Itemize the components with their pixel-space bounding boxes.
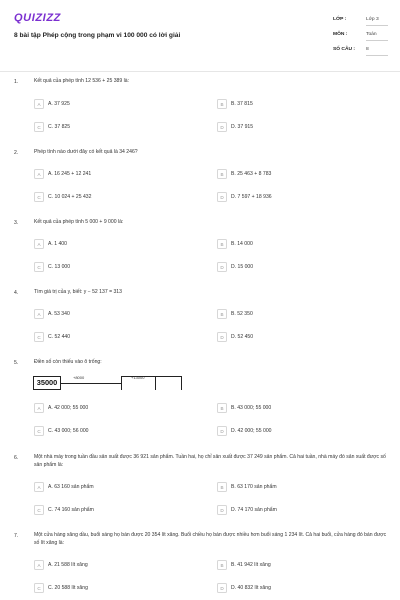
option-text: D. 52 450	[231, 334, 254, 340]
option-text: A. 37 925	[48, 101, 70, 107]
blank-box-edge	[121, 376, 122, 390]
option-text: C. 52 440	[48, 334, 71, 340]
option-text: A. 42 000; 55 000	[48, 405, 89, 411]
question-text: Kết quả của phép tính 5 000 + 9 000 là:	[34, 219, 124, 225]
option-text: D. 42 000; 55 000	[231, 428, 272, 434]
option-text: C. 37 825	[48, 124, 71, 130]
option-letter-box: A	[34, 239, 44, 249]
option-text: B. 63 170 sản phẩm	[231, 484, 277, 490]
option-text: A. 63 160 sản phẩm	[48, 484, 94, 490]
option-letter-box: D	[217, 332, 227, 342]
option-text: D. 74 170 sản phẩm	[231, 507, 277, 513]
option-letter-box: D	[217, 192, 227, 202]
option-letter-box: A	[34, 99, 44, 109]
option-letter-box: A	[34, 309, 44, 319]
option-text: B. 52 350	[231, 311, 253, 317]
option-text: B. 41 942 lít xăng	[231, 562, 271, 568]
option-text: B. 37 815	[231, 101, 253, 107]
number-chain-diagram	[33, 374, 193, 392]
subject-label: MÔN :	[333, 32, 348, 37]
option-text: D. 7 597 + 18 936	[231, 194, 272, 200]
worksheet-header	[0, 0, 400, 72]
question-text: Phép tính nào dưới đây có kết quả là 34 246?	[34, 149, 138, 155]
question-number: 7.	[14, 533, 19, 539]
option-text: A. 21 588 lít xăng	[48, 562, 88, 568]
option-letter-box: A	[34, 482, 44, 492]
option-text: A. 1 400	[48, 241, 67, 247]
question-number: 5.	[14, 360, 19, 366]
option-letter-box: D	[217, 583, 227, 593]
subject-value: Toán	[366, 32, 388, 41]
option-text: C. 74 160 sản phẩm	[48, 507, 94, 513]
question-count-label: SỐ CÂU :	[333, 47, 356, 52]
option-letter-box: C	[34, 192, 44, 202]
option-text: B. 25 463 + 8 783	[231, 171, 272, 177]
blank-box-edge	[181, 376, 182, 390]
blank-box-top	[155, 376, 181, 377]
arrow-line	[61, 383, 121, 384]
option-letter-box: C	[34, 262, 44, 272]
question-text: Một cửa hàng xăng dầu, buổi sáng họ bán được 20 354 lít xăng. Buổi chiều họ bán được nhiều hơn buổi sáng 1 234 lít. Cả hai buổi, cửa hàng đó bán được số lít xăng là:	[34, 532, 387, 547]
option-letter-box: A	[34, 169, 44, 179]
option-letter-box: B	[217, 239, 227, 249]
page-title: 8 bài tập Phép cộng trong phạm vi 100 000 có lời giải	[14, 32, 181, 39]
class-value: Lớp 3	[366, 17, 388, 26]
option-letter-box: B	[217, 560, 227, 570]
option-text: D. 40 832 lít xăng	[231, 585, 271, 591]
option-text: C. 13 000	[48, 264, 71, 270]
option-letter-box: B	[217, 403, 227, 413]
class-label: LỚP :	[333, 17, 347, 22]
option-letter-box: C	[34, 122, 44, 132]
option-text: C. 10 024 + 25 432	[48, 194, 92, 200]
question-text: Một nhà máy trong tuần đầu sản xuất được 36 921 sản phẩm. Tuần hai, họ chỉ sản xuất được 37 249 sản phẩm. Cả hai tuần, nhà máy đó sản xuất được số sản phẩm là:	[34, 454, 386, 469]
option-letter-box: D	[217, 505, 227, 515]
question-number: 1.	[14, 79, 19, 85]
option-letter-box: C	[34, 426, 44, 436]
option-letter-box: B	[217, 169, 227, 179]
option-text: C. 43 000; 56 000	[48, 428, 89, 434]
question-text: Điền số còn thiếu vào ô trống:	[34, 359, 102, 365]
option-letter-box: D	[217, 122, 227, 132]
option-letter-box: A	[34, 403, 44, 413]
option-text: D. 15 000	[231, 264, 254, 270]
start-number-box: 35000	[33, 376, 61, 390]
option-letter-box: D	[217, 262, 227, 272]
option-letter-box: B	[217, 309, 227, 319]
option-text: C. 20 588 lít xăng	[48, 585, 88, 591]
step-label: +13000	[131, 375, 145, 380]
option-letter-box: C	[34, 505, 44, 515]
option-letter-box: B	[217, 99, 227, 109]
option-letter-box: B	[217, 482, 227, 492]
question-number: 6.	[14, 455, 19, 461]
question-text: Tìm giá trị của y, biết: y − 52 137 = 313	[34, 289, 122, 295]
option-text: D. 37 915	[231, 124, 254, 130]
option-letter-box: A	[34, 560, 44, 570]
quizizz-logo: QUIZIZZ	[14, 12, 61, 24]
option-text: B. 14 000	[231, 241, 253, 247]
question-number: 2.	[14, 150, 19, 156]
option-text: B. 43 000; 55 000	[231, 405, 272, 411]
question-count-value: 8	[366, 47, 388, 56]
option-letter-box: C	[34, 583, 44, 593]
option-letter-box: D	[217, 426, 227, 436]
question-number: 4.	[14, 290, 19, 296]
blank-box-edge	[155, 376, 156, 390]
header-divider	[0, 71, 400, 72]
step-label: +8000	[73, 375, 85, 380]
question-text: Kết quả của phép tính 12 536 + 25 389 là:	[34, 78, 130, 84]
question-number: 3.	[14, 220, 19, 226]
option-text: A. 16 245 + 12 241	[48, 171, 92, 177]
option-text: A. 53 340	[48, 311, 70, 317]
option-letter-box: C	[34, 332, 44, 342]
